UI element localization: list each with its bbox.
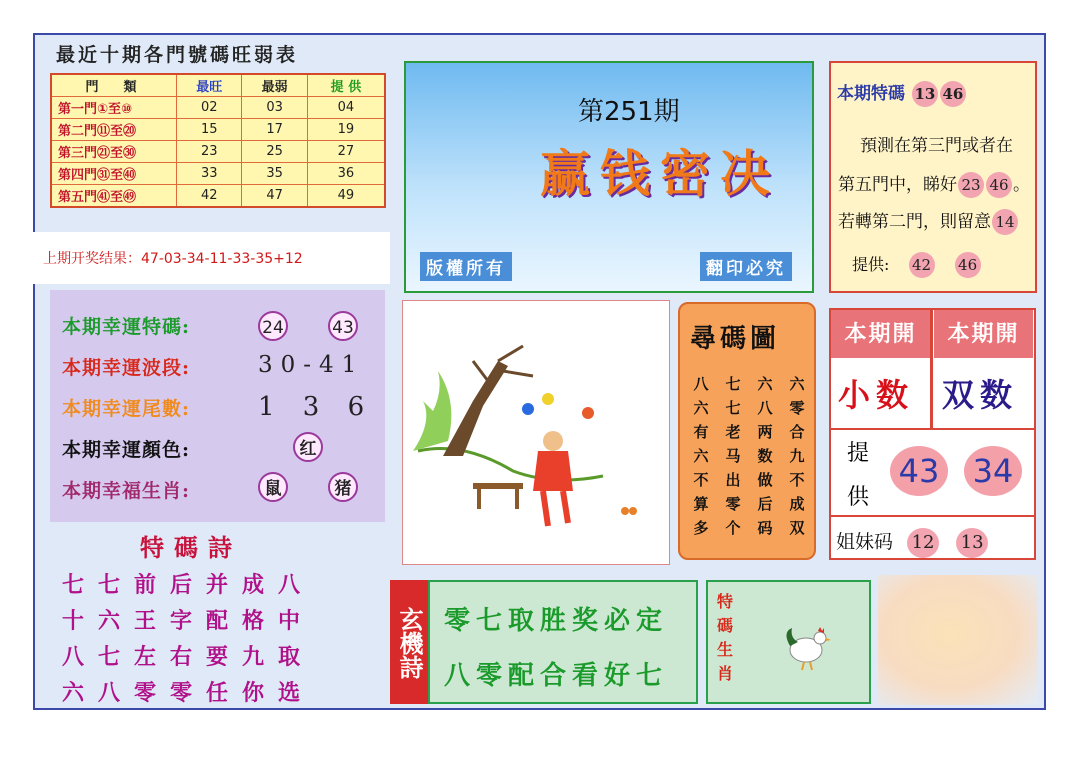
header-hot: 最旺: [177, 74, 242, 97]
poem-line: 八七左右要九取: [62, 644, 315, 670]
lucky-zodiac-label: 本期幸福生肖:: [62, 480, 191, 502]
open-offer-label: 提供: [846, 441, 869, 510]
prediction-label: 本期特碼: [837, 84, 905, 104]
open-offer-code-1: 43: [890, 446, 948, 496]
banner-left-footer: 版權所有: [420, 252, 512, 281]
open-offer-code-2: 34: [964, 446, 1022, 496]
juggler-illustration: [402, 300, 670, 565]
table-row: 第一門①至⑩ 02 03 04: [51, 97, 385, 119]
divider: [831, 515, 1036, 517]
open-right-word: 双数: [942, 376, 1019, 414]
issue-number: 第251期: [578, 97, 680, 127]
table-row: 第五門㊶至㊾ 42 47 49: [51, 185, 385, 208]
rooster-icon: [780, 622, 840, 676]
lucky-special-label: 本期幸運特碼:: [62, 316, 191, 338]
divider: [930, 308, 933, 430]
mystic-label: 玄機詩: [390, 580, 428, 704]
prediction-header: 本期特碼 13 46: [837, 79, 967, 107]
sister-label: 姐妹码: [836, 531, 894, 553]
lucky-color: 红: [293, 432, 323, 462]
search-title: 尋碼圖: [690, 324, 781, 354]
last-result: 上期开奖结果：47-03-34-11-33-35+12: [33, 232, 390, 284]
lucky-wave-label: 本期幸運波段:: [62, 357, 191, 379]
poem-line: 七七前后并成八: [62, 572, 315, 598]
table-row: 第三門㉑至㉚ 23 25 27: [51, 141, 385, 163]
lucky-tail: 1 3 6: [258, 392, 375, 422]
poem-title: 特碼詩: [140, 533, 242, 562]
divider: [831, 428, 1036, 430]
decorative-glow: [878, 575, 1038, 705]
sister-code-row: 姐妹码 12 13: [836, 527, 989, 558]
header-offer: 提 供: [307, 74, 385, 97]
prediction-line3: 若轉第二門，則留意 14: [838, 207, 1019, 235]
hot-cold-table: [50, 73, 386, 208]
open-header-left: 本期開: [831, 310, 930, 358]
search-column: 八六有六不算多: [693, 375, 709, 537]
open-left-word: 小数: [838, 376, 915, 414]
mystic-line: 八零配合看好七: [444, 661, 669, 691]
table-row: 第二門⑪至⑳ 15 17 19: [51, 119, 385, 141]
prediction-line1: 預測在第三門或者在: [860, 136, 1013, 156]
lucky-zodiac-2: 猪: [328, 472, 358, 502]
poem-line: 六八零零任你选: [62, 680, 315, 706]
banner-slogan: 赢钱密决: [540, 144, 780, 203]
lucky-wave: 30-41: [258, 352, 365, 378]
table-title: 最近十期各門號碼旺弱表: [56, 44, 299, 66]
open-header-right: 本期開: [934, 310, 1033, 358]
banner-right-footer: 翻印必究: [700, 252, 792, 281]
prediction-line2: 第五門中，睇好 23 46 。: [838, 170, 1030, 198]
poem-line: 十六王字配格中: [62, 608, 315, 634]
search-column: 七七老马出零个: [725, 375, 741, 537]
table-row: 第四門㉛至㊵ 33 35 36: [51, 163, 385, 185]
header-category: 門 類: [51, 74, 177, 97]
lucky-color-label: 本期幸運顏色:: [62, 439, 191, 461]
header-cold: 最弱: [242, 74, 307, 97]
lucky-special-2: 43: [328, 311, 358, 341]
search-column: 六零合九不成双: [789, 375, 805, 537]
lucky-special-1: 24: [258, 311, 288, 341]
zodiac-label: 特碼生肖: [716, 592, 733, 683]
mystic-line: 零七取胜奖必定: [444, 606, 669, 636]
prediction-offer: 提供: 42 46: [852, 252, 982, 278]
lucky-zodiac-1: 鼠: [258, 472, 288, 502]
search-column: 六八两数做后码: [757, 375, 773, 537]
lucky-tail-label: 本期幸運尾數:: [62, 398, 191, 420]
